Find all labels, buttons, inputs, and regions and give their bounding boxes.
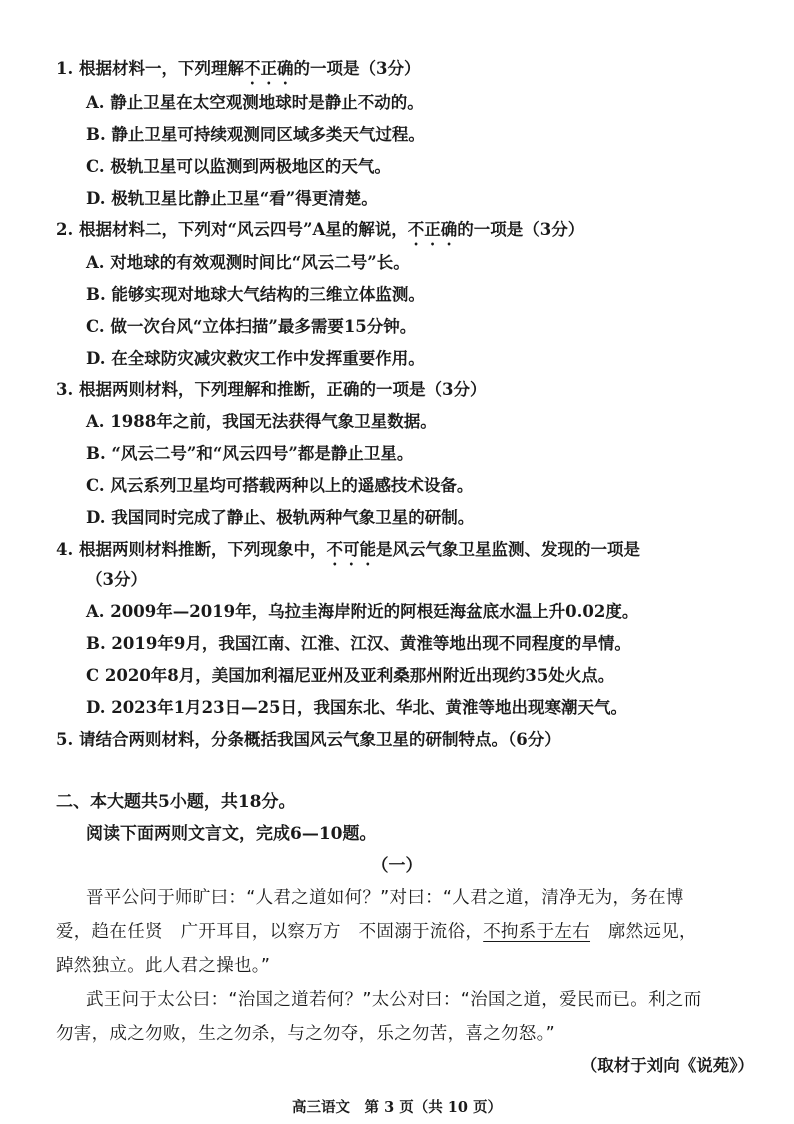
question-1-option-c: C. 极轨卫星可以监测到两极地区的天气。 bbox=[86, 157, 391, 176]
question-3-option-c: C. 风云系列卫星均可搭载两种以上的遥感技术设备。 bbox=[86, 476, 474, 495]
question-3-option-b: B. “风云二号”和“风云四号”都是静止卫星。 bbox=[86, 444, 414, 463]
question-2-option-a: A. 对地球的有效观测时间比“风云二号”长。 bbox=[86, 253, 410, 272]
question-4-option-b: B. 2019年9月，我国江南、江淮、江汉、黄淮等地出现不同程度的旱情。 bbox=[86, 634, 631, 653]
question-1-suffix: 的一项是（3分） bbox=[293, 59, 421, 78]
question-5-text: 5. 请结合两则材料，分条概括我国风云气象卫星的研制特点。（6分） bbox=[56, 730, 561, 749]
page-footer: 高三语文 第 3 页（共 10 页） bbox=[292, 1099, 502, 1116]
question-4-emphasis: 不可能 bbox=[326, 540, 376, 559]
question-3-text: 3. 根据两则材料，下列理解和推断，正确的一项是（3分） bbox=[56, 380, 487, 399]
question-1-option-b: B. 静止卫星可持续观测同区域多类天气过程。 bbox=[86, 125, 425, 144]
question-2-option-b: B. 能够实现对地球大气结构的三维立体监测。 bbox=[86, 285, 425, 304]
question-1-option-a: A. 静止卫星在太空观测地球时是静止不动的。 bbox=[86, 93, 424, 112]
source-citation: （取材于刘向《说苑》） bbox=[580, 1056, 754, 1075]
section-heading: 二、本大题共5小题，共18分。 bbox=[56, 792, 296, 812]
question-5 bbox=[56, 729, 561, 751]
question-2-prefix: 2. 根据材料二，下列对“风云四号”A星的解说， bbox=[56, 220, 408, 239]
passage-2-line-2: 勿害，成之勿败，生之勿杀，与之勿夺，乐之勿苦，喜之勿怒。” bbox=[56, 1024, 556, 1044]
question-3-option-a: A. 1988年之前，我国无法获得气象卫星数据。 bbox=[86, 412, 437, 431]
part-label: （一） bbox=[371, 856, 423, 876]
question-3 bbox=[56, 379, 486, 401]
passage-1-line-2-a: 爱，趋在任贤 广开耳目，以察万方 不固溺于流俗， bbox=[56, 922, 484, 942]
passage-1-line-2-b: 廓然远见， bbox=[590, 922, 697, 942]
question-4-option-d: D. 2023年1月23日—25日，我国东北、华北、黄淮等地出现寒潮天气。 bbox=[86, 698, 628, 717]
underlined-phrase: 不拘系于左右 bbox=[483, 922, 591, 942]
passage-1-line-3: 踔然独立。此人君之操也。” bbox=[56, 956, 271, 976]
question-1 bbox=[56, 58, 420, 88]
passage-1-line-2 bbox=[56, 921, 697, 943]
question-4 bbox=[56, 539, 640, 569]
question-2-option-c: C. 做一次台风“立体扫描”最多需要15分钟。 bbox=[86, 317, 417, 336]
question-4-points: （3分） bbox=[86, 570, 147, 589]
section-instruction: 阅读下面两则文言文，完成6—10题。 bbox=[86, 824, 377, 844]
question-1-prefix: 1. 根据材料一，下列理解 bbox=[56, 59, 244, 78]
question-1-emphasis: 不正确 bbox=[243, 59, 294, 78]
question-1-option-d: D. 极轨卫星比静止卫星“看”得更清楚。 bbox=[86, 189, 378, 208]
question-4-suffix: 是风云气象卫星监测、发现的一项是 bbox=[375, 540, 640, 559]
question-4-prefix: 4. 根据两则材料推断，下列现象中， bbox=[56, 540, 327, 559]
question-4-option-c: C 2020年8月，美国加利福尼亚州及亚利桑那州附近出现约35处火点。 bbox=[86, 666, 615, 685]
question-2-emphasis: 不正确 bbox=[407, 220, 458, 239]
question-4-option-a: A. 2009年—2019年，乌拉圭海岸附近的阿根廷海盆底水温上升0.02度。 bbox=[86, 602, 639, 621]
question-2-suffix: 的一项是（3分） bbox=[457, 220, 585, 239]
passage-1-line-1: 晋平公问于师旷曰：“人君之道如何？”对曰：“人君之道，清净无为，务在博 bbox=[86, 888, 684, 908]
question-2-option-d: D. 在全球防灾减灾救灾工作中发挥重要作用。 bbox=[86, 349, 425, 368]
passage-2-line-1: 武王问于太公曰：“治国之道若何？”太公对曰：“治国之道，爱民而已。利之而 bbox=[86, 990, 702, 1010]
question-2 bbox=[56, 219, 584, 249]
question-3-option-d: D. 我国同时完成了静止、极轨两种气象卫星的研制。 bbox=[86, 508, 475, 527]
